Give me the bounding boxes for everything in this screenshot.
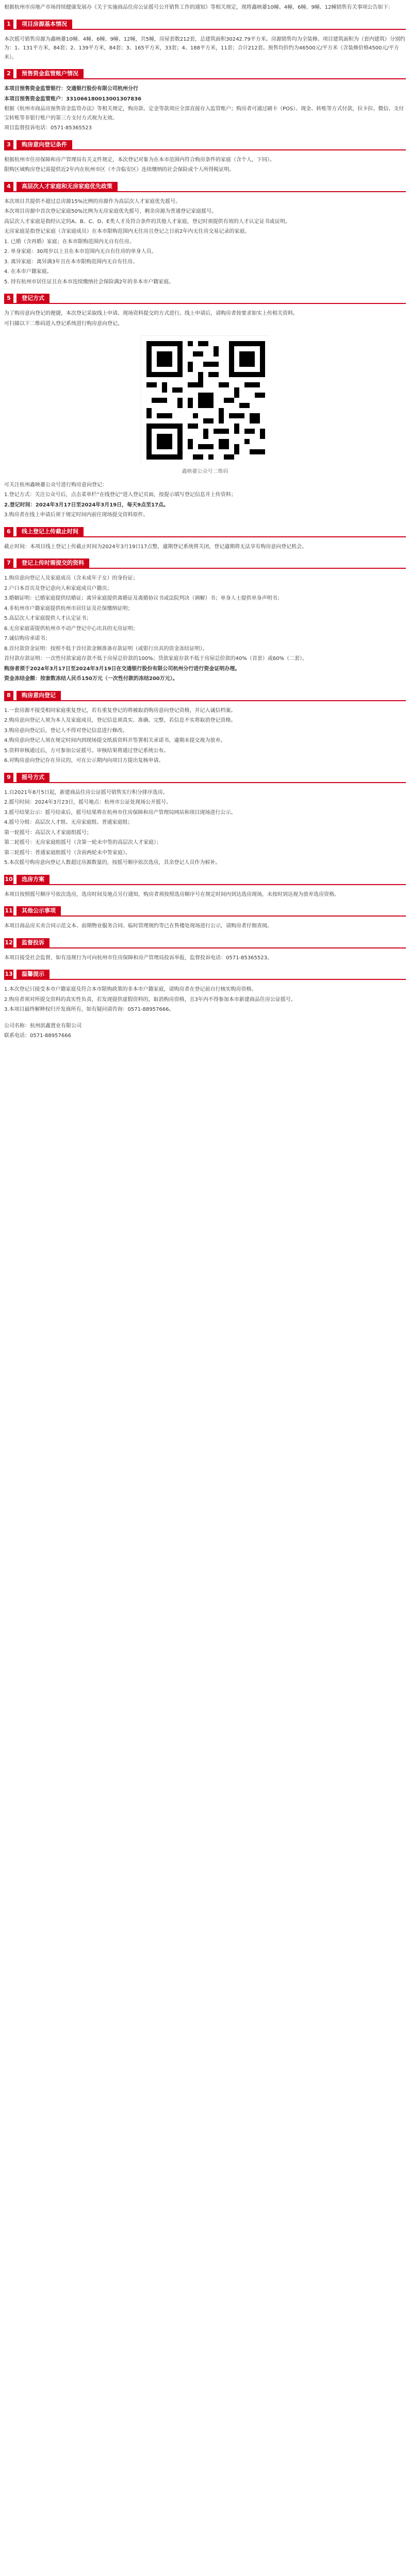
qr-caption: 鑫映薹公众号二维码 [182, 469, 228, 474]
s5-text-1: 为了购房意向登记的便捷，本次登记采取线上申请、现场资料提交的方式进行。线上申请后，请购房者按要求如实上传相关资料。 [4, 311, 298, 316]
s10-text: 本项目按照摇号顺序号依次选房，选房时间及地点另行通知，购房者须按照选房顺序号在规定时间内到达选房现场，未按时到达视为放弃选房资格。 [4, 891, 339, 897]
section-number: 13 [4, 970, 13, 979]
section-title: 高层次人才家庭和无房家庭优先政策 [17, 182, 118, 191]
section-number: 6 [4, 527, 13, 536]
s13-text-1: 1.本次登记只接受本市户籍家庭及符合本市限购政策的非本市户籍家庭，请购房者在登记前自行核实购房资格。 [4, 987, 257, 992]
s4-text-2: 本次项目房源中首次登记家庭50%比例为无房家庭优先摇号，剩余房源为普通登记家庭摇号。 [4, 209, 217, 214]
footer-tel: 联系电话：0571-88957666 [4, 1033, 71, 1039]
section-title: 摇号方式 [17, 773, 50, 782]
s4-text-9: 5. 持有杭州市居住证且在本市连续缴纳社会保险满2年的非本市户籍家庭。 [4, 279, 174, 285]
section-number: 12 [4, 938, 13, 947]
s4-text-4: 无房家庭是指登记家庭（含家庭成员）在本市限购范围内无住房且登记之日前2年内无住房交易记录的家庭。 [4, 229, 250, 234]
section-title: 预售资金监管账户情况 [17, 69, 84, 78]
section-number: 8 [4, 691, 13, 700]
s12-text: 本项目接受社会监督，如有违规行为可向杭州市住房保障和房产管理局投诉举报，监督投诉电话：0571-85365523。 [4, 955, 272, 961]
s2-phone: 项目监督投诉电话：0571-85365523 [4, 125, 92, 131]
s2-bank: 本项目预售资金监管银行：交通银行股份有限公司杭州分行 [4, 86, 138, 92]
section-9-header [4, 773, 406, 783]
s9-text-2: 2.摇号时间：2024年3月23日，摇号地点：杭州市公证处现场公开摇号。 [4, 800, 172, 805]
s5-text-2: 可扫描以下二维码进入登记系统进行购房意向登记。 [4, 320, 123, 327]
s8-text-3: 3.购房意向登记后，登记人不得对登记信息进行修改。 [4, 727, 128, 734]
section-2-header [4, 69, 406, 79]
section-number: 10 [4, 875, 13, 884]
notice-page [0, 0, 410, 1049]
s8-text-5: 5.资料审核通过后，方可参加公证摇号。审核结果将通过登记系统公布。 [4, 748, 169, 754]
s5b-text-2: 1.登记方式：关注公众号后，点击菜单栏“在线登记”进入登记页面，按提示填写登记信息并上传资料； [4, 492, 236, 498]
s4-text-3: 高层次人才家庭是指经认定的A、B、C、D、E类人才及符合条件的其他人才家庭，登记时须提供有效的人才认定证书或证明。 [4, 218, 290, 225]
section-6-header [4, 527, 406, 537]
section-number: 4 [4, 182, 13, 191]
s13-text-3: 3.本项目最终解释权归开发商所有，如有疑问请咨询：0571-88957666。 [4, 1007, 174, 1012]
section-title: 其他公示事项 [17, 906, 61, 916]
intro-text: 根据杭州市房地产市场持续健康发展办《关于实施商品住房公证摇号公开销售工作的通知》等相关规定，现将鑫映薹10幢、4幢、6幢、9幢、12幢销售有关事项公告如下： [4, 5, 393, 10]
s7-text-10: 购房者须于2024年3月17日至2024年3月19日在交通银行股份有限公司杭州分行进行资金证明办理。 [4, 666, 240, 672]
s11-text: 本项目商品房买卖合同示范文本、前期物业服务合同、临时管理规约等已在售楼处现场进行公示，请购房者仔细查阅。 [4, 923, 272, 929]
section-title: 购房意向登记 [17, 691, 61, 700]
section-7-header [4, 558, 406, 569]
section-number: 11 [4, 906, 13, 916]
s3-text-2: 限购区域购房登记需提供近2年内在杭州市区（不含临安区）连续缴纳的社会保险或个人所得税证明。 [4, 167, 235, 173]
s7-text-1: 1.购房意向登记人及家庭成员（含未成年子女）的身份证； [4, 575, 138, 581]
section-3-header [4, 140, 406, 150]
s4-text-8: 4. 在本市户籍家庭。 [4, 269, 52, 275]
s9-text-3: 3.摇号结果公示：摇号结束后，摇号结果将在杭州市住房保障和房产管理局网站和项目现场进行公示。 [4, 809, 236, 816]
section-number: 3 [4, 140, 13, 149]
footer-company: 公司名称：杭州滨鑫置业有限公司 [4, 1023, 81, 1029]
qr-block [4, 335, 406, 477]
s7-text-7: 7.诚信购房承诺书； [4, 636, 51, 641]
s7-text-4: 4.非杭州市户籍家庭提供杭州市居住证及社保缴纳证明； [4, 605, 133, 612]
s3-text-1: 根据杭州市住房保障和房产管理局有关文件规定，本次登记对象为在本市范围内符合购房条件的家庭（含个人，下同）。 [4, 157, 275, 163]
section-title: 登记上传时需提交的资料 [17, 558, 89, 568]
section-5-header [4, 294, 406, 304]
s13-text-2: 2.购房者须对所提交资料的真实性负责，若发现提供虚假资料的，取消购房资格，且3年内不得参加本市新建商品住房公证摇号。 [4, 996, 296, 1003]
section-4-header [4, 182, 406, 192]
section-number: 7 [4, 558, 13, 568]
s7-text-6: 6.无房家庭需提供杭州市不动产登记中心出具的无房证明； [4, 625, 138, 632]
s7-text-9: 首付款存款证明：一次性付款家庭存款不低于房屋总价款的100%；贷款家庭存款不低于房屋总价款的40%（首套）或60%（二套）。 [4, 656, 308, 662]
s4-text-5: 1. 已婚（含再婚）家庭；在本市限购范围内无自有住房。 [4, 239, 135, 245]
s4-text-7: 3. 离异家庭：离异满3年且在本市限购范围内无自有住房。 [4, 259, 138, 265]
section-11-header [4, 906, 406, 917]
section-title: 监督投诉 [17, 938, 50, 947]
s9-text-7: 第三轮摇号：普通家庭组摇号（含前两轮未中签家庭）。 [4, 850, 130, 856]
section-number: 9 [4, 773, 13, 782]
s8-text-6: 6.对购房意向登记存在异议的，可在公示期内向项目方提出复核申请。 [4, 758, 164, 764]
s2-rule: 根据《杭州市商品房预售资金监管办法》等相关规定，购房款、定金等款项应全部直接存入监管账户；购房者可通过刷卡（POS）、现金、转账等方式付款，拉卡拉、微信、支付宝转账等非银行账户的第三方支付方式视为无效。 [4, 106, 404, 121]
s5b-text-3: 2.登记时间：2024年3月17日至2024年3月19日，每天9点至17点。 [4, 502, 169, 508]
section-12-header [4, 938, 406, 948]
s7-text-2: 2.户口本首页及登记意向人和家庭成员户籍页； [4, 585, 112, 591]
section-8-header [4, 691, 406, 701]
s7-text-5: 5.高层次人才家庭提供人才认定证书； [4, 616, 92, 621]
section-number: 1 [4, 20, 13, 29]
s9-text-1: 1.自2021年8月5日起，新建商品住房公证摇号销售实行积分排序选房。 [4, 789, 168, 795]
section-title: 温馨提示 [17, 970, 50, 979]
section-title: 选房方案 [17, 875, 50, 884]
s1-text: 本次摇号销售房源为鑫映薹10幢、4幢、6幢、9幢、12幢，共5幢，房屋套数212套，总建筑面积30242.79平方米。房源销售均为全装修。项目建筑面积为（套内建筑）分别约为：1、131平方米，84套；2、139平方米，84套；3、165平方米，33套；4、188平方米，11套；合计212套。预售均价约为46500元/平方米（含装修价格4500元/平方米）。 [4, 36, 405, 60]
s8-text-4: 4.购房意向登记人须在规定时间内到现场提交纸质资料并签署相关承诺书，逾期未提交视为放弃。 [4, 738, 226, 743]
s6-text: 截止时间：本项目线上登记上传截止时间为2024年3月19日17点整，逾期登记系统将关闭，登记逾期将无法享有购房意向登记机会。 [4, 544, 307, 550]
section-1-header [4, 20, 406, 30]
s9-text-8: 5.本次摇号购房意向登记人数超过房源数量的，按摇号顺序依次选房，其余登记人员作为候补。 [4, 860, 221, 866]
s2-account: 本项目预售资金监管账户：331066180013001307836 [4, 96, 142, 102]
s9-text-6: 第二轮摇号：无房家庭组摇号（含第一轮未中签的高层次人才家庭）； [4, 840, 161, 845]
s9-text-4: 4.摇号分组：高层次人才组、无房家庭组、普通家庭组； [4, 820, 133, 825]
section-title: 项目房源基本情况 [17, 20, 72, 29]
s8-text-1: 1.一套房源不接受相同家庭重复登记，若有重复登记的将被取消购房意向登记资格，并记入诚信档案。 [4, 707, 236, 714]
section-title: 线上登记上传截止时间 [17, 527, 84, 536]
s4-text-1: 本次项目共提供不超过总房源15%比例的房源作为高层次人才家庭优先摇号。 [4, 198, 181, 205]
section-10-header [4, 875, 406, 885]
s9-text-5: 第一轮摇号：高层次人才家庭组摇号； [4, 829, 92, 836]
section-number: 5 [4, 294, 13, 303]
section-number: 2 [4, 69, 13, 78]
s8-text-2: 2.购房意向登记人须为本人及家庭成员，登记信息须真实、准确、完整，若信息不实将取消登记资格。 [4, 718, 236, 723]
section-title: 购房意向登记条件 [17, 140, 72, 149]
s5b-text-4: 3.购房者在线上申请后须于规定时间内前往现场提交资料原件。 [4, 512, 149, 518]
qr-code[interactable] [141, 335, 270, 464]
s7-text-11: 资金冻结金额：按套数冻结人民币150万元（一次性付款的冻结200万元）。 [4, 676, 178, 682]
s7-text-8: 8.首付款资金证明：按照不低于首付款金额准备存款证明（或银行出具的资金冻结证明）。 [4, 646, 208, 652]
qr-code-icon [141, 336, 270, 465]
s5b-text-1: 可关注杭州鑫映薹公众号进行购房意向登记： [4, 482, 107, 488]
section-title: 登记方式 [17, 294, 50, 303]
section-13-header [4, 970, 406, 980]
footer [4, 1022, 406, 1041]
s7-text-3: 3.婚姻证明：已婚家庭提供结婚证；离异家庭提供离婚证及离婚协议书或法院判决（调解）书；单身人士提供单身声明书； [4, 596, 283, 601]
s4-text-6: 2. 单身家庭：30周岁以上且在本市范围内无自有住房的单身人员。 [4, 249, 157, 255]
